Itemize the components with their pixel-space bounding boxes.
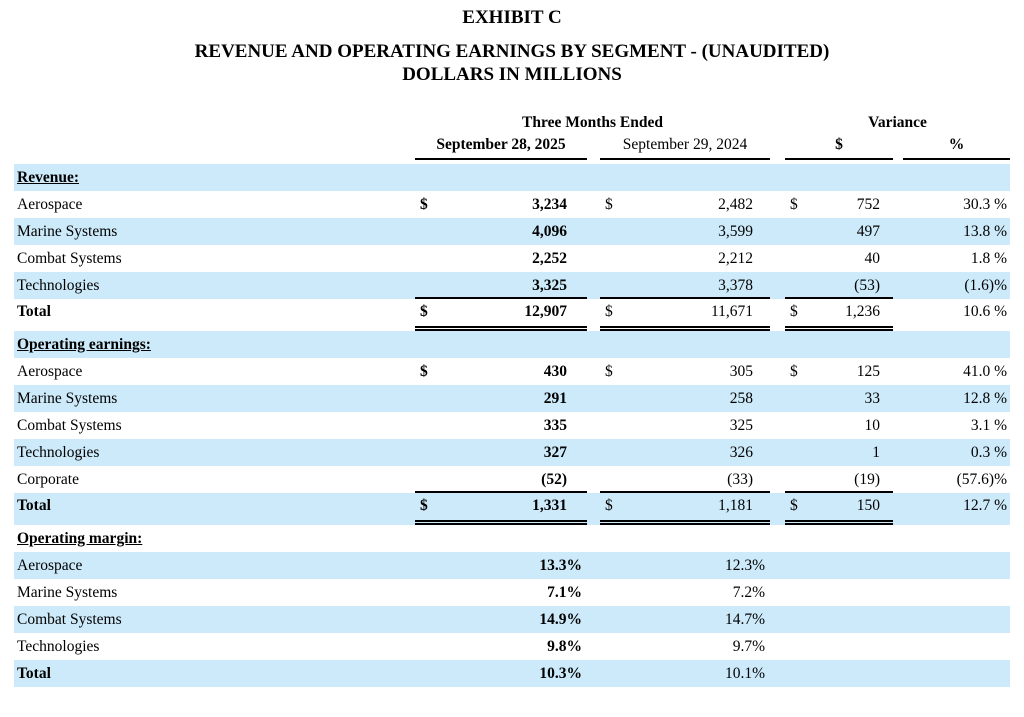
cell-value: 13.8 % xyxy=(963,223,1007,240)
table-row xyxy=(14,660,1010,687)
table-row xyxy=(14,466,1010,493)
cell-value: 10.3% xyxy=(539,665,582,682)
column-gap xyxy=(770,112,785,134)
column-gap xyxy=(587,606,600,633)
column-gap xyxy=(893,439,903,466)
column-header-spacer xyxy=(14,134,415,160)
cell-value: 258 xyxy=(729,390,753,407)
column-gap xyxy=(893,412,903,439)
value-cell xyxy=(600,191,770,218)
value-cell xyxy=(600,164,770,191)
value-cell xyxy=(600,385,770,412)
table-row xyxy=(14,245,1010,272)
value-cell xyxy=(903,385,1010,412)
table-row xyxy=(14,331,1010,358)
column-gap xyxy=(770,331,785,358)
cell-value: 3.1 % xyxy=(970,417,1007,434)
table-body xyxy=(14,164,1010,687)
segment-label: Aerospace xyxy=(17,363,83,380)
table-row xyxy=(14,412,1010,439)
value-cell xyxy=(415,191,587,218)
segment-label: Technologies xyxy=(17,444,100,461)
value-cell xyxy=(903,358,1010,385)
dollar-sign: $ xyxy=(605,497,613,514)
segment-label: Marine Systems xyxy=(17,390,118,407)
value-cell xyxy=(785,633,893,660)
column-gap xyxy=(893,525,903,552)
column-gap xyxy=(770,191,785,218)
segment-label: Combat Systems xyxy=(17,250,122,267)
cell-value: 3,599 xyxy=(718,223,753,240)
value-cell xyxy=(415,466,587,493)
segment-label: Technologies xyxy=(17,277,100,294)
value-cell xyxy=(415,331,587,358)
cell-value: (52) xyxy=(541,471,567,488)
dollar-sign: $ xyxy=(420,196,428,213)
value-cell xyxy=(415,606,587,633)
column-gap xyxy=(770,385,785,412)
cell-value: 150 xyxy=(856,497,880,514)
value-cell xyxy=(903,272,1010,299)
column-gap xyxy=(893,191,903,218)
value-cell xyxy=(600,493,770,525)
cell-value: 3,234 xyxy=(532,196,567,213)
table-row xyxy=(14,218,1010,245)
cell-value: 14.7% xyxy=(724,611,765,628)
column-gap xyxy=(587,358,600,385)
table-row xyxy=(14,606,1010,633)
value-cell xyxy=(903,299,1010,331)
value-cell xyxy=(785,245,893,272)
column-gap xyxy=(770,272,785,299)
cell-value: 1,331 xyxy=(532,497,567,514)
value-cell xyxy=(785,191,893,218)
cell-value: 11,671 xyxy=(710,303,753,320)
cell-value: 10.1% xyxy=(724,665,765,682)
cell-value: (1.6)% xyxy=(964,277,1007,294)
cell-value: 752 xyxy=(856,196,880,213)
value-cell xyxy=(415,579,587,606)
value-cell xyxy=(415,385,587,412)
dollar-sign: $ xyxy=(790,363,798,380)
cell-value: 291 xyxy=(543,390,567,407)
value-cell xyxy=(415,164,587,191)
value-cell xyxy=(785,358,893,385)
cell-value: 2,252 xyxy=(532,250,567,267)
value-cell xyxy=(903,466,1010,493)
column-gap xyxy=(770,579,785,606)
cell-value: (19) xyxy=(854,471,880,488)
value-cell xyxy=(903,245,1010,272)
segment-label: Operating margin: xyxy=(17,530,143,547)
value-cell xyxy=(600,218,770,245)
cell-value: 1.8 % xyxy=(970,250,1007,267)
column-gap xyxy=(770,552,785,579)
value-cell xyxy=(415,412,587,439)
dollar-sign: $ xyxy=(605,363,613,380)
value-cell xyxy=(600,358,770,385)
column-gap xyxy=(587,660,600,687)
value-cell xyxy=(415,660,587,687)
cell-value: 2,212 xyxy=(718,250,753,267)
cell-value: 7.2% xyxy=(732,584,765,601)
column-gap xyxy=(893,245,903,272)
column-gap xyxy=(587,272,600,299)
cell-value: (57.6)% xyxy=(956,471,1007,488)
table-row xyxy=(14,525,1010,552)
value-cell xyxy=(785,385,893,412)
segment-label: Aerospace xyxy=(17,557,83,574)
value-cell xyxy=(785,218,893,245)
value-cell xyxy=(903,525,1010,552)
table-row xyxy=(14,552,1010,579)
group-header-variance: Variance xyxy=(868,114,927,131)
cell-value: 30.3 % xyxy=(963,196,1007,213)
column-gap xyxy=(893,272,903,299)
value-cell xyxy=(785,660,893,687)
cell-value: 14.9% xyxy=(539,611,582,628)
column-gap xyxy=(587,331,600,358)
cell-value: 12.8 % xyxy=(963,390,1007,407)
value-cell xyxy=(600,412,770,439)
segment-label: Aerospace xyxy=(17,196,83,213)
value-cell xyxy=(785,552,893,579)
group-header-spacer xyxy=(14,112,415,134)
segment-label: Marine Systems xyxy=(17,584,118,601)
segment-label: Combat Systems xyxy=(17,417,122,434)
column-gap xyxy=(587,218,600,245)
column-gap xyxy=(587,134,600,160)
value-cell xyxy=(415,272,587,299)
column-gap xyxy=(587,412,600,439)
value-cell xyxy=(903,218,1010,245)
segment-label: Combat Systems xyxy=(17,611,122,628)
value-cell xyxy=(903,660,1010,687)
table-row xyxy=(14,164,1010,191)
value-cell xyxy=(415,439,587,466)
column-gap xyxy=(770,299,785,331)
value-cell xyxy=(415,493,587,525)
value-cell xyxy=(415,525,587,552)
column-gap xyxy=(770,466,785,493)
value-cell xyxy=(903,191,1010,218)
value-cell xyxy=(903,606,1010,633)
value-cell xyxy=(600,245,770,272)
value-cell xyxy=(600,525,770,552)
column-gap xyxy=(893,579,903,606)
value-cell xyxy=(415,218,587,245)
value-cell xyxy=(600,552,770,579)
table-row xyxy=(14,272,1010,299)
cell-value: 2,482 xyxy=(718,196,753,213)
column-gap xyxy=(587,164,600,191)
dollar-sign: $ xyxy=(420,303,428,320)
value-cell xyxy=(903,493,1010,525)
table-row xyxy=(14,633,1010,660)
cell-value: 326 xyxy=(729,444,753,461)
column-gap xyxy=(893,660,903,687)
cell-value: 1,236 xyxy=(845,303,880,320)
units-label: DOLLARS IN MILLIONS xyxy=(402,64,622,85)
column-gap xyxy=(770,633,785,660)
column-gap xyxy=(893,299,903,331)
value-cell xyxy=(785,466,893,493)
cell-value: 33 xyxy=(864,390,880,407)
column-gap xyxy=(770,412,785,439)
column-gap xyxy=(587,525,600,552)
value-cell xyxy=(600,606,770,633)
cell-value: 40 xyxy=(864,250,880,267)
column-gap xyxy=(893,633,903,660)
dollar-sign: $ xyxy=(605,196,613,213)
segment-label: Total xyxy=(17,497,51,514)
value-cell xyxy=(600,660,770,687)
dollar-sign: $ xyxy=(420,497,428,514)
value-cell xyxy=(415,633,587,660)
cell-value: 9.8% xyxy=(547,638,582,655)
cell-value: 430 xyxy=(543,363,567,380)
column-gap xyxy=(770,358,785,385)
value-cell xyxy=(903,633,1010,660)
value-cell xyxy=(785,439,893,466)
cell-value: 1,181 xyxy=(718,497,753,514)
column-gap xyxy=(770,245,785,272)
column-gap xyxy=(587,439,600,466)
column-gap xyxy=(770,134,785,160)
cell-value: 325 xyxy=(729,417,753,434)
cell-value: 3,378 xyxy=(718,277,753,294)
column-gap xyxy=(587,633,600,660)
cell-value: 305 xyxy=(729,363,753,380)
value-cell xyxy=(600,579,770,606)
value-cell xyxy=(600,466,770,493)
dollar-sign: $ xyxy=(605,303,613,320)
value-cell xyxy=(785,412,893,439)
column-gap xyxy=(587,385,600,412)
value-cell xyxy=(600,272,770,299)
column-gap xyxy=(893,493,903,525)
table-row xyxy=(14,191,1010,218)
column-gap xyxy=(893,606,903,633)
cell-value: 41.0 % xyxy=(963,363,1007,380)
table-row xyxy=(14,579,1010,606)
title-block xyxy=(0,0,1024,85)
column-gap xyxy=(770,493,785,525)
segment-label: Operating earnings: xyxy=(17,336,151,353)
cell-value: 10.6 % xyxy=(963,303,1007,320)
column-gap xyxy=(770,218,785,245)
segment-label: Technologies xyxy=(17,638,100,655)
segment-label: Revenue: xyxy=(17,169,79,186)
cell-value: 1 xyxy=(872,444,880,461)
value-cell xyxy=(785,606,893,633)
column-gap xyxy=(893,218,903,245)
cell-value: 7.1% xyxy=(547,584,582,601)
column-header-2024: September 29, 2024 xyxy=(600,134,770,160)
table-row xyxy=(14,493,1010,525)
cell-value: 335 xyxy=(543,417,567,434)
value-cell xyxy=(903,331,1010,358)
cell-value: 12.3% xyxy=(724,557,765,574)
value-cell xyxy=(600,439,770,466)
column-gap xyxy=(587,299,600,331)
dollar-sign: $ xyxy=(790,303,798,320)
value-cell xyxy=(903,164,1010,191)
value-cell xyxy=(415,299,587,331)
table-group-header-row xyxy=(14,112,1010,134)
value-cell xyxy=(785,331,893,358)
value-cell xyxy=(600,299,770,331)
column-header-variance-dollar: $ xyxy=(785,134,893,160)
column-gap xyxy=(587,245,600,272)
cell-value: 12.7 % xyxy=(963,497,1007,514)
cell-value: 3,325 xyxy=(532,277,567,294)
column-gap xyxy=(770,606,785,633)
value-cell xyxy=(415,245,587,272)
cell-value: 4,096 xyxy=(532,223,567,240)
value-cell xyxy=(903,579,1010,606)
value-cell xyxy=(785,579,893,606)
value-cell xyxy=(903,412,1010,439)
value-cell xyxy=(785,299,893,331)
value-cell xyxy=(785,272,893,299)
cell-value: 9.7% xyxy=(732,638,765,655)
segment-table xyxy=(14,112,1010,687)
column-gap xyxy=(587,466,600,493)
column-gap xyxy=(770,164,785,191)
dollar-sign: $ xyxy=(790,497,798,514)
exhibit-title: EXHIBIT C xyxy=(462,7,562,28)
segment-label: Total xyxy=(17,665,51,682)
segment-label: Marine Systems xyxy=(17,223,118,240)
cell-value: (33) xyxy=(727,471,753,488)
column-gap xyxy=(587,493,600,525)
column-gap xyxy=(893,164,903,191)
column-gap xyxy=(893,134,903,160)
cell-value: (53) xyxy=(854,277,880,294)
cell-value: 10 xyxy=(864,417,880,434)
table-column-header-row xyxy=(14,134,1010,160)
column-gap xyxy=(893,331,903,358)
report-title: REVENUE AND OPERATING EARNINGS BY SEGMENT - (UNAUDITED) xyxy=(194,41,830,62)
cell-value: 12,907 xyxy=(524,303,567,320)
value-cell xyxy=(785,525,893,552)
column-gap xyxy=(893,466,903,493)
value-cell xyxy=(903,552,1010,579)
cell-value: 327 xyxy=(543,444,567,461)
value-cell xyxy=(785,493,893,525)
column-gap xyxy=(587,579,600,606)
segment-label: Total xyxy=(17,303,51,320)
value-cell xyxy=(903,439,1010,466)
table-row xyxy=(14,385,1010,412)
value-cell xyxy=(600,633,770,660)
cell-value: 125 xyxy=(856,363,880,380)
column-header-2025: September 28, 2025 xyxy=(415,134,587,160)
value-cell xyxy=(415,358,587,385)
value-cell xyxy=(785,164,893,191)
group-header-three-months: Three Months Ended xyxy=(522,114,663,131)
column-gap xyxy=(770,525,785,552)
column-gap xyxy=(893,385,903,412)
column-gap xyxy=(587,552,600,579)
dollar-sign: $ xyxy=(420,363,428,380)
column-gap xyxy=(893,358,903,385)
column-header-variance-percent: % xyxy=(903,134,1010,160)
value-cell xyxy=(600,331,770,358)
segment-label: Corporate xyxy=(17,471,79,488)
cell-value: 13.3% xyxy=(539,557,582,574)
cell-value: 0.3 % xyxy=(970,444,1007,461)
dollar-sign: $ xyxy=(790,196,798,213)
cell-value: 497 xyxy=(856,223,880,240)
table-row xyxy=(14,358,1010,385)
column-gap xyxy=(770,660,785,687)
value-cell xyxy=(415,552,587,579)
table-row xyxy=(14,299,1010,331)
table-row xyxy=(14,439,1010,466)
column-gap xyxy=(893,552,903,579)
column-gap xyxy=(587,191,600,218)
column-gap xyxy=(770,439,785,466)
